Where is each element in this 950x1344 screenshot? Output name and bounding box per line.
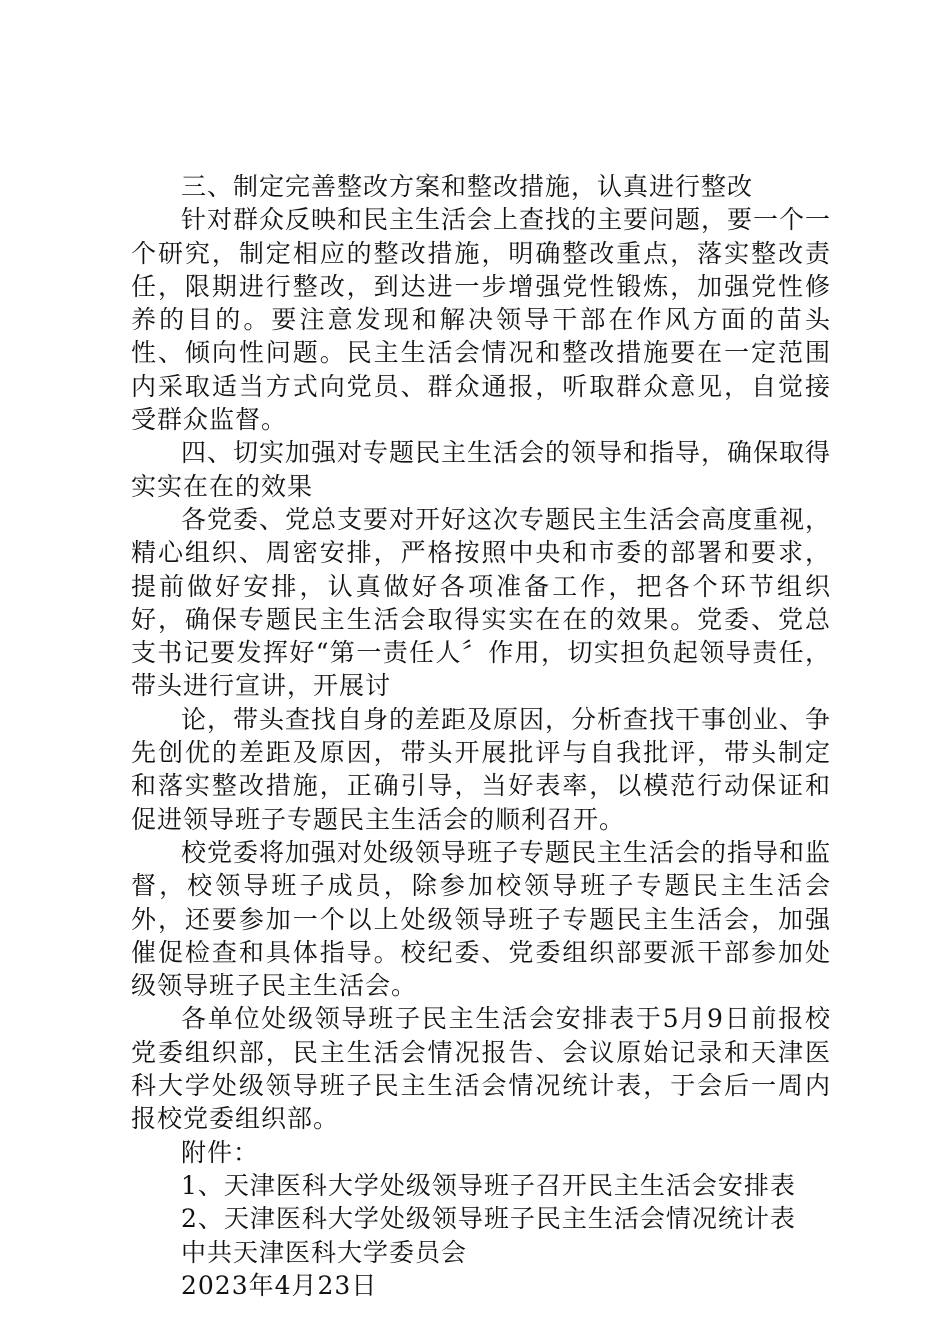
document-date: 2023年4月23日 (181, 1270, 378, 1300)
section-4-paragraph-4: 各单位处级领导班子民主生活会安排表于5月9日前报校党委组织部，民主生活会情况报告、会议原始记录和天津医科大学处级领导班子民主生活会情况统计表，于会后一周内报校党委组织部。 (131, 1004, 831, 1134)
issuer-signature: 中共天津医科大学委员会 (181, 1237, 468, 1267)
attachment-item-1: 1、天津医科大学处级领导班子召开民主生活会安排表 (181, 1170, 796, 1200)
attachment-item-2: 2、天津医科大学处级领导班子民主生活会情况统计表 (181, 1204, 796, 1234)
section-3-paragraph: 针对群众反映和民主生活会上查找的主要问题，要一个一个研究，制定相应的整改措施，明确整改重点，落实整改责任，限期进行整改，到达进一步增强党性锻炼，加强党性修养的目的。要注意发现和解决领导干部在作风方面的苗头性、倾向性问题。民主生活会情况和整改措施要在一定范围内采取适当方式向党员、群众通报，听取群众意见，自觉接受群众监督。 (131, 205, 832, 435)
document-body (131, 170, 831, 1302)
section-4-heading: 四、切实加强对专题民主生活会的领导和指导，确保取得实实在在的效果 (131, 438, 832, 501)
section-4-paragraph-2: 论，带头查找自身的差距及原因，分析查找干事创业、争先创优的差距及原因，带头开展批评与自我批评，带头制定和落实整改措施，正确引导，当好表率，以模范行动保证和促进领导班子专题民主生活会的顺利召开。 (131, 704, 832, 834)
attachments-label: 附件： (181, 1137, 260, 1167)
section-4-paragraph-3: 校党委将加强对处级领导班子专题民主生活会的指导和监督，校领导班子成员，除参加校领导班子专题民主生活会外，还要参加一个以上处级领导班子专题民主生活会，加强催促检查和具体指导。校纪委、党委组织部要派干部参加处级领导班子民主生活会。 (131, 837, 832, 1001)
section-3-heading: 三、制定完善整改方案和整改措施，认真进行整改 (181, 172, 754, 201)
section-4-paragraph-1: 各党委、党总支要对开好这次专题民主生活会高度重视，精心组织、周密安排，严格按照中央和市委的部署和要求，提前做好安排，认真做好各项准备工作，把各个环节组织好，确保专题民主生活会取得实实在在的效果。党委、党总支书记要发挥好“第一责任人〞作用，切实担负起领导责任，带头进行宣讲，开展讨 (131, 504, 832, 701)
